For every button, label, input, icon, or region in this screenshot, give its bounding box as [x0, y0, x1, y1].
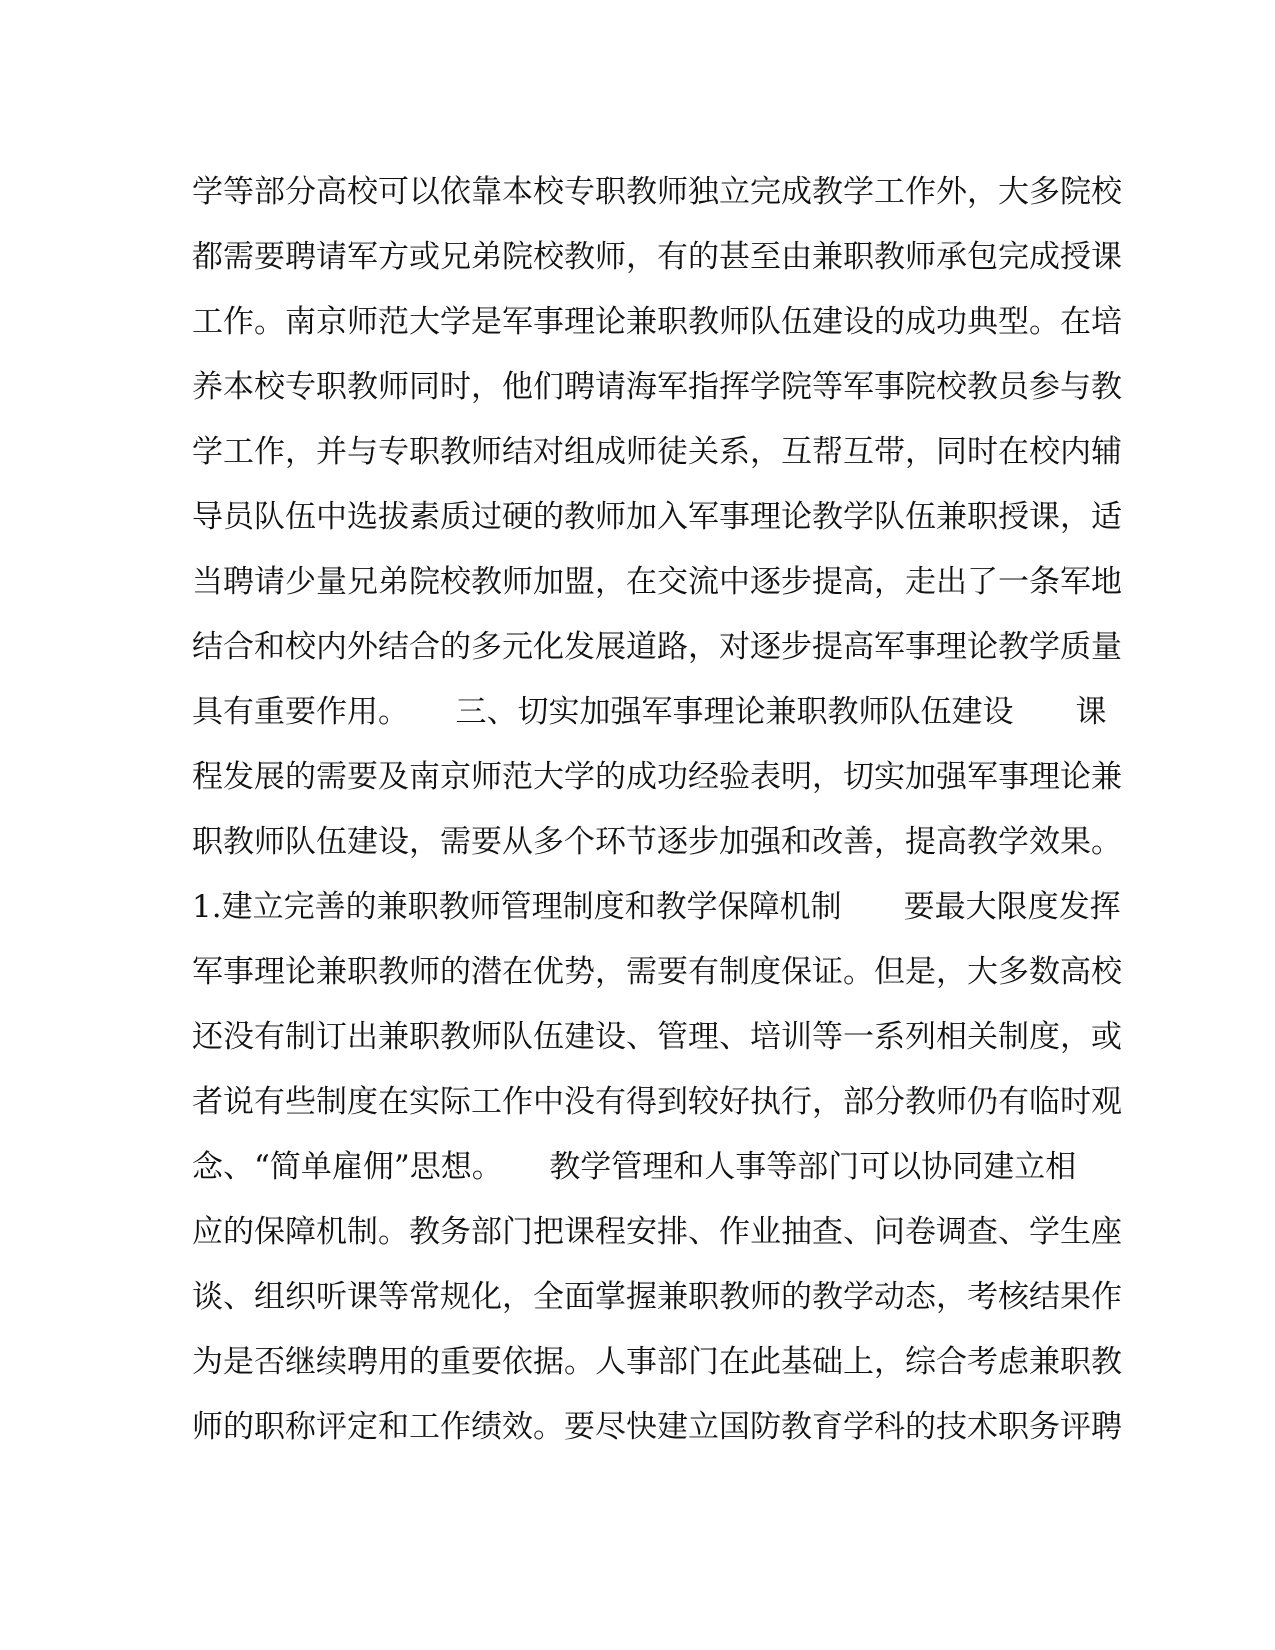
text-line: 学等部分高校可以依靠本校专职教师独立完成教学工作外，大多院校 — [192, 174, 1122, 210]
text-line: 1.建立完善的兼职教师管理制度和教学保障机制 要最大限度发挥 — [192, 889, 1121, 925]
text-line: 应的保障机制。教务部门把课程安排、作业抽查、问卷调查、学生座 — [192, 1214, 1122, 1250]
text-line: 具有重要作用。 三、切实加强军事理论兼职教师队伍建设 课 — [192, 694, 1107, 730]
text-line: 工作。南京师范大学是军事理论兼职教师队伍建设的成功典型。在培 — [192, 304, 1122, 340]
text-line: 军事理论兼职教师的潜在优势，需要有制度保证。但是，大多数高校 — [192, 954, 1122, 990]
text-line: 当聘请少量兄弟院校教师加盟，在交流中逐步提高，走出了一条军地 — [192, 564, 1122, 600]
text-line: 学工作，并与专职教师结对组成师徒关系，互帮互带，同时在校内辅 — [192, 434, 1122, 470]
text-line: 结合和校内外结合的多元化发展道路，对逐步提高军事理论教学质量 — [192, 629, 1122, 665]
text-line: 者说有些制度在实际工作中没有得到较好执行，部分教师仍有临时观 — [192, 1084, 1122, 1120]
text-line: 程发展的需要及南京师范大学的成功经验表明，切实加强军事理论兼 — [192, 759, 1122, 795]
text-line: 还没有制订出兼职教师队伍建设、管理、培训等一系列相关制度，或 — [192, 1019, 1122, 1055]
body-text — [192, 160, 1122, 1460]
text-line: 为是否继续聘用的重要依据。人事部门在此基础上，综合考虑兼职教 — [192, 1344, 1122, 1380]
text-line: 养本校专职教师同时，他们聘请海军指挥学院等军事院校教员参与教 — [192, 369, 1122, 405]
text-line: 谈、组织听课等常规化，全面掌握兼职教师的教学动态，考核结果作 — [192, 1279, 1122, 1315]
text-line: 师的职称评定和工作绩效。要尽快建立国防教育学科的技术职务评聘 — [192, 1409, 1122, 1445]
text-line: 念、“简单雇佣”思想。 教学管理和人事等部门可以协同建立相 — [192, 1149, 1077, 1185]
text-line: 职教师队伍建设，需要从多个环节逐步加强和改善，提高教学效果。 — [192, 824, 1122, 860]
text-line: 导员队伍中选拔素质过硬的教师加入军事理论教学队伍兼职授课，适 — [192, 499, 1122, 535]
text-line: 都需要聘请军方或兄弟院校教师，有的甚至由兼职教师承包完成授课 — [192, 239, 1122, 275]
